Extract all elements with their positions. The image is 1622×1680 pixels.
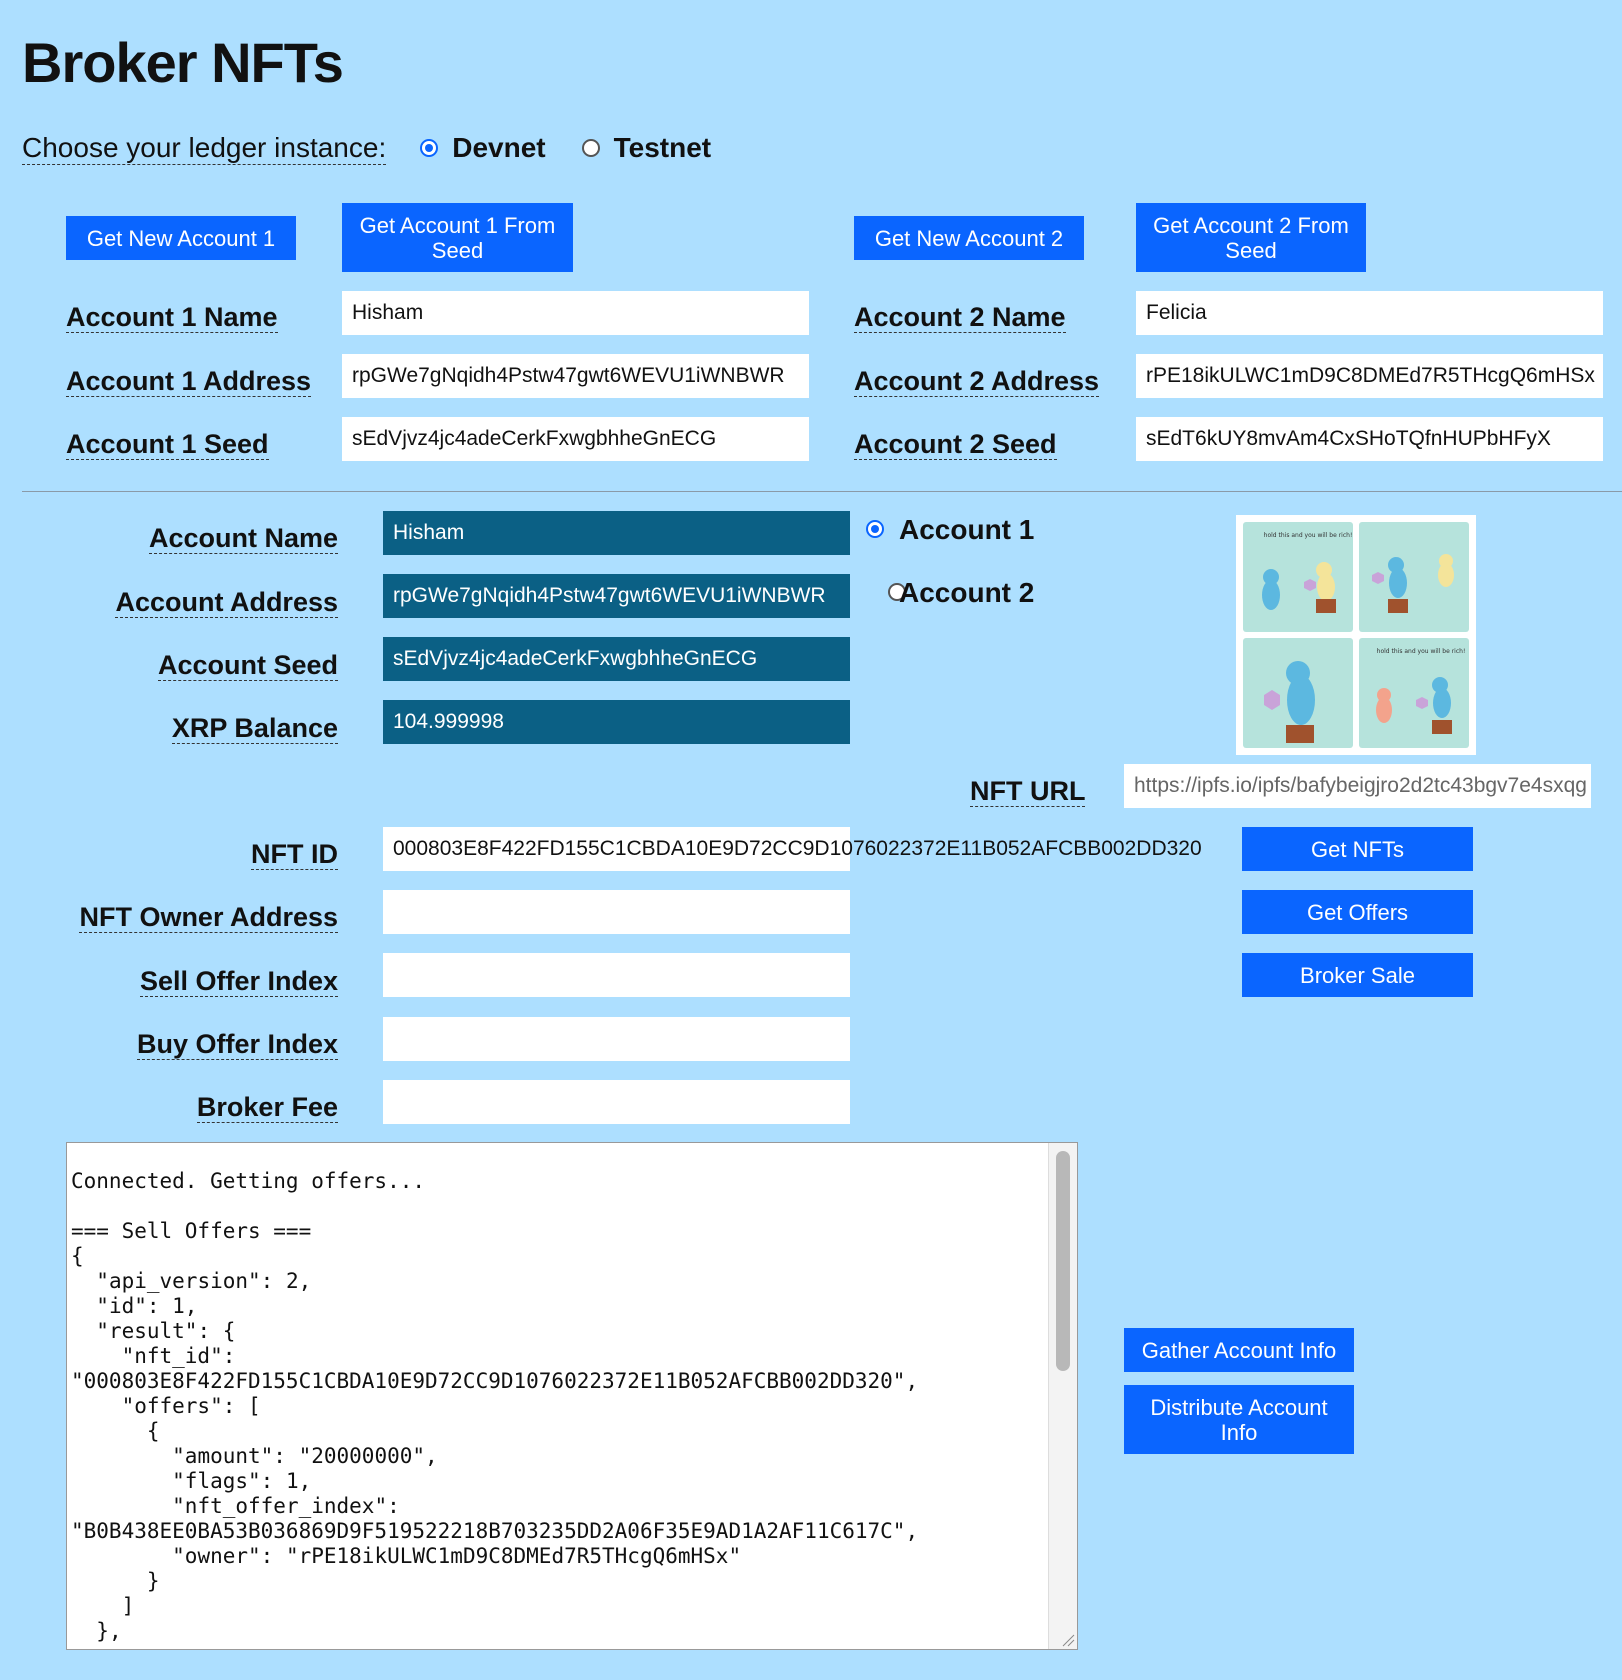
ledger-label: Choose your ledger instance: (22, 131, 387, 163)
nft-id-field[interactable]: 000803E8F422FD155C1CBDA10E9D72CC9D1076022372E11B052AFCBB002DD320 (383, 827, 850, 871)
account-2-address-field[interactable]: rPE18ikULWC1mD9C8DMEd7R5THcgQ6mHSx (1136, 354, 1603, 398)
account-name-label: Account Name (148, 523, 338, 553)
distribute-account-info-button[interactable]: Distribute Account Info (1124, 1385, 1354, 1454)
account-seed-field[interactable]: sEdVjvz4jc4adeCerkFxwgbhheGnECG (383, 637, 850, 681)
account-2-address-label: Account 2 Address (854, 366, 1100, 396)
account-2-name-field[interactable]: Felicia (1136, 291, 1603, 335)
xrp-balance-label: XRP Balance (171, 713, 338, 743)
account-name-field[interactable]: Hisham (383, 511, 850, 555)
get-account-1-from-seed-button[interactable]: Get Account 1 From Seed (342, 203, 573, 272)
section-divider (22, 491, 1622, 492)
buy-offer-index-field[interactable] (383, 1017, 850, 1061)
nft-owner-address-label: NFT Owner Address (79, 902, 338, 932)
account-1-radio[interactable] (866, 520, 884, 538)
get-new-account-2-button[interactable]: Get New Account 2 (854, 216, 1084, 260)
account-2-radio-label[interactable]: Account 2 (899, 577, 1035, 608)
scrollbar-thumb[interactable] (1056, 1151, 1070, 1371)
gather-account-info-button[interactable]: Gather Account Info (1124, 1328, 1354, 1372)
account-2-name-label: Account 2 Name (854, 302, 1066, 332)
results-text: Connected. Getting offers... === Sell Offers === { "api_version": 2, "id": 1, "result": { "nft_id": "000803E8F422FD155C1CBDA10E9D72CC9D1076022372E11B052AFCBB002DD320", "offers": [ { "amount": "20000000", "flags": 1, "nft_offer_index": "B0B438EE0BA53B036869D9F519522218B703235DD2A06F35E9AD1A2AF11C617C", "owner": "rPE18ikULWC1mD9C8DMEd7R5THcgQ6mHSx" } ] }, (71, 1169, 919, 1643)
nft-url-label: NFT URL (970, 776, 1086, 806)
nft-comic-illustration (1236, 515, 1476, 755)
devnet-radio[interactable] (420, 139, 438, 157)
account-1-radio-label[interactable]: Account 1 (899, 514, 1035, 545)
get-account-2-from-seed-button[interactable]: Get Account 2 From Seed (1136, 203, 1366, 272)
account-1-name-field[interactable]: Hisham (342, 291, 809, 335)
devnet-label[interactable]: Devnet (452, 132, 546, 163)
resize-grip-icon[interactable] (1059, 1631, 1075, 1647)
svg-text:hold this and you will be rich: hold this and you will be rich! (1263, 532, 1353, 539)
nft-owner-address-field[interactable] (383, 890, 850, 934)
results-scrollbar[interactable] (1048, 1143, 1077, 1649)
account-address-label: Account Address (115, 587, 338, 617)
account-2-seed-field[interactable]: sEdT6kUY8mvAm4CxSHoTQfnHUPbHFyX (1136, 417, 1603, 461)
account-1-seed-label: Account 1 Seed (66, 429, 269, 459)
get-new-account-1-button[interactable]: Get New Account 1 (66, 216, 296, 260)
get-nfts-button[interactable]: Get NFTs (1242, 827, 1473, 871)
nft-image (1236, 515, 1476, 755)
nft-url-field[interactable]: https://ipfs.io/ipfs/bafybeigjro2d2tc43bgv7e4sxqg (1124, 764, 1591, 808)
ledger-selector (22, 128, 711, 168)
buy-offer-index-label: Buy Offer Index (136, 1029, 338, 1059)
broker-sale-button[interactable]: Broker Sale (1242, 953, 1473, 997)
xrp-balance-field[interactable]: 104.999998 (383, 700, 850, 744)
account-1-address-field[interactable]: rpGWe7gNqidh4Pstw47gwt6WEVU1iWNBWR (342, 354, 809, 398)
account-2-seed-label: Account 2 Seed (854, 429, 1057, 459)
account-address-field[interactable]: rpGWe7gNqidh4Pstw47gwt6WEVU1iWNBWR (383, 574, 850, 618)
results-textarea[interactable] (66, 1142, 1078, 1650)
page-title: Broker NFTs (22, 31, 343, 94)
get-offers-button[interactable]: Get Offers (1242, 890, 1473, 934)
sell-offer-index-field[interactable] (383, 953, 850, 997)
sell-offer-index-label: Sell Offer Index (139, 966, 338, 996)
broker-fee-field[interactable] (383, 1080, 850, 1124)
account-1-name-label: Account 1 Name (66, 302, 278, 332)
account-1-address-label: Account 1 Address (66, 366, 312, 396)
broker-fee-label: Broker Fee (196, 1092, 338, 1122)
account-seed-label: Account Seed (157, 650, 338, 680)
account-1-seed-field[interactable]: sEdVjvz4jc4adeCerkFxwgbhheGnECG (342, 417, 809, 461)
testnet-label[interactable]: Testnet (613, 132, 712, 163)
testnet-radio[interactable] (582, 139, 600, 157)
svg-text:hold this and you will be rich: hold this and you will be rich! (1376, 648, 1466, 655)
nft-id-label: NFT ID (251, 839, 338, 869)
